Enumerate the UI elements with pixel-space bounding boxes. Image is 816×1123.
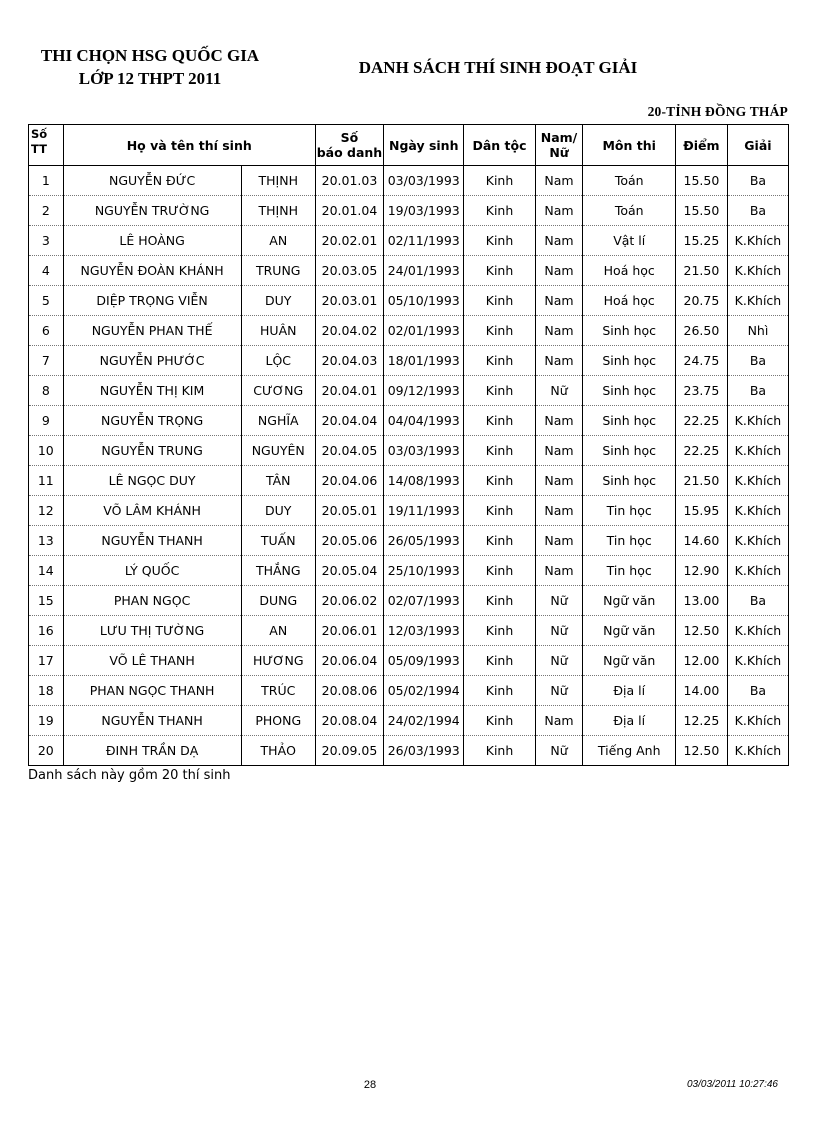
col-header-subject: Môn thi [583, 125, 676, 166]
cell-score: 15.95 [676, 496, 728, 526]
cell-given-name: THỊNH [241, 166, 315, 196]
cell-score: 26.50 [676, 316, 728, 346]
cell-subject: Toán [583, 166, 676, 196]
cell-candidate-number: 20.09.05 [315, 736, 383, 766]
cell-score: 24.75 [676, 346, 728, 376]
cell-surname: LÊ HOÀNG [63, 226, 241, 256]
cell-subject: Sinh học [583, 316, 676, 346]
cell-score: 14.00 [676, 676, 728, 706]
cell-gender: Nam [535, 226, 583, 256]
cell-birth-date: 19/11/1993 [384, 496, 464, 526]
cell-prize: K.Khích [727, 466, 788, 496]
cell-prize: Ba [727, 676, 788, 706]
cell-ethnicity: Kinh [464, 466, 535, 496]
table-row [29, 706, 789, 736]
cell-score: 12.50 [676, 616, 728, 646]
cell-birth-date: 14/08/1993 [384, 466, 464, 496]
cell-prize: K.Khích [727, 646, 788, 676]
cell-gender: Nữ [535, 376, 583, 406]
table-row [29, 436, 789, 466]
cell-gender: Nam [535, 706, 583, 736]
cell-birth-date: 02/07/1993 [384, 586, 464, 616]
cell-subject: Địa lí [583, 676, 676, 706]
cell-subject: Ngữ văn [583, 616, 676, 646]
cell-birth-date: 04/04/1993 [384, 406, 464, 436]
cell-gender: Nam [535, 196, 583, 226]
cell-ethnicity: Kinh [464, 616, 535, 646]
cell-subject: Tiếng Anh [583, 736, 676, 766]
cell-birth-date: 24/02/1994 [384, 706, 464, 736]
col-header-ethnic: Dân tộc [464, 125, 535, 166]
table-row [29, 166, 789, 196]
cell-score: 21.50 [676, 256, 728, 286]
cell-birth-date: 05/09/1993 [384, 646, 464, 676]
cell-gender: Nam [535, 316, 583, 346]
cell-given-name: HƯƠNG [241, 646, 315, 676]
cell-gender: Nam [535, 256, 583, 286]
cell-subject: Tin học [583, 526, 676, 556]
cell-subject: Sinh học [583, 346, 676, 376]
cell-stt: 15 [29, 586, 64, 616]
cell-stt: 6 [29, 316, 64, 346]
table-row [29, 316, 789, 346]
table-row [29, 496, 789, 526]
cell-surname: NGUYỄN PHAN THẾ [63, 316, 241, 346]
cell-surname: LƯU THỊ TƯỜNG [63, 616, 241, 646]
cell-ethnicity: Kinh [464, 346, 535, 376]
cell-gender: Nam [535, 466, 583, 496]
table-row [29, 526, 789, 556]
cell-prize: K.Khích [727, 616, 788, 646]
cell-gender: Nam [535, 346, 583, 376]
cell-surname: VÕ LÊ THANH [63, 646, 241, 676]
cell-prize: K.Khích [727, 256, 788, 286]
cell-given-name: AN [241, 616, 315, 646]
cell-score: 15.50 [676, 196, 728, 226]
cell-stt: 8 [29, 376, 64, 406]
exam-title-line2: LỚP 12 THPT 2011 [78, 69, 222, 88]
cell-surname: NGUYỄN THANH [63, 526, 241, 556]
cell-surname: PHAN NGỌC THANH [63, 676, 241, 706]
page-number: 28 [363, 1079, 377, 1091]
cell-birth-date: 18/01/1993 [384, 346, 464, 376]
cell-ethnicity: Kinh [464, 406, 535, 436]
exam-header [30, 44, 270, 90]
cell-birth-date: 26/03/1993 [384, 736, 464, 766]
cell-subject: Sinh học [583, 436, 676, 466]
cell-ethnicity: Kinh [464, 436, 535, 466]
cell-surname: NGUYỄN THANH [63, 706, 241, 736]
cell-candidate-number: 20.02.01 [315, 226, 383, 256]
cell-score: 22.25 [676, 436, 728, 466]
cell-ethnicity: Kinh [464, 646, 535, 676]
cell-given-name: THẢO [241, 736, 315, 766]
cell-score: 12.25 [676, 706, 728, 736]
cell-candidate-number: 20.05.01 [315, 496, 383, 526]
cell-score: 12.50 [676, 736, 728, 766]
cell-stt: 5 [29, 286, 64, 316]
cell-gender: Nữ [535, 646, 583, 676]
cell-candidate-number: 20.06.01 [315, 616, 383, 646]
cell-prize: K.Khích [727, 226, 788, 256]
table-row [29, 376, 789, 406]
cell-prize: K.Khích [727, 556, 788, 586]
cell-subject: Sinh học [583, 406, 676, 436]
cell-subject: Hoá học [583, 286, 676, 316]
cell-prize: K.Khích [727, 736, 788, 766]
col-header-dob: Ngày sinh [384, 125, 464, 166]
cell-surname: NGUYỄN PHƯỚC [63, 346, 241, 376]
cell-ethnicity: Kinh [464, 586, 535, 616]
cell-subject: Tin học [583, 556, 676, 586]
cell-birth-date: 25/10/1993 [384, 556, 464, 586]
cell-prize: K.Khích [727, 706, 788, 736]
cell-score: 15.25 [676, 226, 728, 256]
cell-surname: NGUYỄN TRUNG [63, 436, 241, 466]
cell-stt: 17 [29, 646, 64, 676]
table-row [29, 676, 789, 706]
cell-given-name: PHONG [241, 706, 315, 736]
cell-stt: 4 [29, 256, 64, 286]
cell-candidate-number: 20.03.05 [315, 256, 383, 286]
cell-stt: 2 [29, 196, 64, 226]
cell-candidate-number: 20.08.06 [315, 676, 383, 706]
cell-birth-date: 26/05/1993 [384, 526, 464, 556]
cell-stt: 13 [29, 526, 64, 556]
cell-candidate-number: 20.03.01 [315, 286, 383, 316]
province-label: 20-TỈNH ĐỒNG THÁP [647, 104, 788, 119]
cell-prize: Nhì [727, 316, 788, 346]
cell-birth-date: 19/03/1993 [384, 196, 464, 226]
cell-subject: Vật lí [583, 226, 676, 256]
cell-gender: Nữ [535, 736, 583, 766]
cell-surname: LÝ QUỐC [63, 556, 241, 586]
cell-score: 22.25 [676, 406, 728, 436]
cell-prize: Ba [727, 166, 788, 196]
cell-score: 12.90 [676, 556, 728, 586]
cell-prize: K.Khích [727, 436, 788, 466]
cell-subject: Toán [583, 196, 676, 226]
cell-given-name: DUY [241, 496, 315, 526]
cell-birth-date: 24/01/1993 [384, 256, 464, 286]
cell-prize: K.Khích [727, 526, 788, 556]
cell-candidate-number: 20.06.02 [315, 586, 383, 616]
cell-candidate-number: 20.04.05 [315, 436, 383, 466]
table-row [29, 286, 789, 316]
cell-subject: Ngữ văn [583, 646, 676, 676]
cell-given-name: TÂN [241, 466, 315, 496]
cell-gender: Nam [535, 556, 583, 586]
table-row [29, 346, 789, 376]
cell-birth-date: 09/12/1993 [384, 376, 464, 406]
cell-gender: Nữ [535, 586, 583, 616]
cell-subject: Sinh học [583, 466, 676, 496]
cell-ethnicity: Kinh [464, 526, 535, 556]
cell-given-name: THỊNH [241, 196, 315, 226]
cell-prize: K.Khích [727, 496, 788, 526]
cell-ethnicity: Kinh [464, 256, 535, 286]
col-header-sbd: Số báo danh [315, 125, 383, 166]
winners-table [28, 124, 789, 766]
cell-given-name: HUÂN [241, 316, 315, 346]
summary-note: Danh sách này gồm 20 thí sinh [28, 768, 231, 783]
cell-given-name: DUY [241, 286, 315, 316]
cell-score: 14.60 [676, 526, 728, 556]
cell-surname: NGUYỄN ĐỨC [63, 166, 241, 196]
cell-ethnicity: Kinh [464, 496, 535, 526]
cell-subject: Hoá học [583, 256, 676, 286]
cell-score: 13.00 [676, 586, 728, 616]
cell-stt: 11 [29, 466, 64, 496]
cell-stt: 7 [29, 346, 64, 376]
cell-prize: Ba [727, 346, 788, 376]
cell-ethnicity: Kinh [464, 316, 535, 346]
cell-surname: NGUYỄN ĐOÀN KHÁNH [63, 256, 241, 286]
cell-gender: Nam [535, 526, 583, 556]
cell-stt: 16 [29, 616, 64, 646]
cell-stt: 9 [29, 406, 64, 436]
cell-gender: Nữ [535, 616, 583, 646]
cell-subject: Tin học [583, 496, 676, 526]
cell-prize: Ba [727, 376, 788, 406]
cell-stt: 14 [29, 556, 64, 586]
cell-ethnicity: Kinh [464, 226, 535, 256]
cell-ethnicity: Kinh [464, 376, 535, 406]
cell-prize: Ba [727, 196, 788, 226]
cell-prize: K.Khích [727, 286, 788, 316]
cell-candidate-number: 20.04.04 [315, 406, 383, 436]
cell-candidate-number: 20.04.02 [315, 316, 383, 346]
cell-birth-date: 03/03/1993 [384, 436, 464, 466]
cell-gender: Nam [535, 286, 583, 316]
cell-stt: 10 [29, 436, 64, 466]
print-timestamp: 03/03/2011 10:27:46 [686, 1079, 778, 1090]
cell-given-name: TUẤN [241, 526, 315, 556]
cell-candidate-number: 20.01.04 [315, 196, 383, 226]
cell-stt: 1 [29, 166, 64, 196]
col-header-score: Điểm [676, 125, 728, 166]
cell-birth-date: 03/03/1993 [384, 166, 464, 196]
cell-ethnicity: Kinh [464, 706, 535, 736]
cell-surname: NGUYỄN THỊ KIM [63, 376, 241, 406]
cell-candidate-number: 20.04.06 [315, 466, 383, 496]
cell-gender: Nam [535, 436, 583, 466]
exam-title-line1: THI CHỌN HSG QUỐC GIA [40, 46, 260, 65]
cell-surname: ĐINH TRẦN DẠ [63, 736, 241, 766]
cell-given-name: LỘC [241, 346, 315, 376]
cell-birth-date: 05/02/1994 [384, 676, 464, 706]
cell-ethnicity: Kinh [464, 166, 535, 196]
cell-ethnicity: Kinh [464, 556, 535, 586]
table-body [29, 166, 789, 766]
cell-given-name: TRÚC [241, 676, 315, 706]
cell-gender: Nam [535, 406, 583, 436]
cell-given-name: THẮNG [241, 556, 315, 586]
cell-candidate-number: 20.05.06 [315, 526, 383, 556]
cell-birth-date: 02/11/1993 [384, 226, 464, 256]
table-row [29, 556, 789, 586]
table-row [29, 736, 789, 766]
cell-subject: Ngữ văn [583, 586, 676, 616]
cell-prize: Ba [727, 586, 788, 616]
cell-given-name: DUNG [241, 586, 315, 616]
table-row [29, 466, 789, 496]
cell-surname: PHAN NGỌC [63, 586, 241, 616]
cell-candidate-number: 20.04.03 [315, 346, 383, 376]
document-title: DANH SÁCH THÍ SINH ĐOẠT GIẢI [358, 58, 638, 77]
cell-given-name: AN [241, 226, 315, 256]
cell-candidate-number: 20.04.01 [315, 376, 383, 406]
cell-gender: Nam [535, 166, 583, 196]
cell-surname: VÕ LÂM KHÁNH [63, 496, 241, 526]
cell-gender: Nam [535, 496, 583, 526]
cell-stt: 3 [29, 226, 64, 256]
cell-given-name: CƯƠNG [241, 376, 315, 406]
cell-birth-date: 05/10/1993 [384, 286, 464, 316]
cell-stt: 18 [29, 676, 64, 706]
cell-score: 12.00 [676, 646, 728, 676]
cell-candidate-number: 20.01.03 [315, 166, 383, 196]
cell-given-name: NGHĨA [241, 406, 315, 436]
table-row [29, 196, 789, 226]
cell-ethnicity: Kinh [464, 286, 535, 316]
table-row [29, 226, 789, 256]
cell-ethnicity: Kinh [464, 676, 535, 706]
cell-candidate-number: 20.05.04 [315, 556, 383, 586]
col-header-name: Họ và tên thí sinh [63, 125, 315, 166]
cell-surname: LÊ NGỌC DUY [63, 466, 241, 496]
cell-ethnicity: Kinh [464, 736, 535, 766]
cell-surname: DIỆP TRỌNG VIỄN [63, 286, 241, 316]
cell-ethnicity: Kinh [464, 196, 535, 226]
col-header-gender: Nam/ Nữ [535, 125, 583, 166]
cell-score: 21.50 [676, 466, 728, 496]
table-row [29, 586, 789, 616]
col-header-stt: Số TT [29, 125, 64, 166]
cell-given-name: NGUYÊN [241, 436, 315, 466]
table-row [29, 616, 789, 646]
cell-candidate-number: 20.06.04 [315, 646, 383, 676]
cell-prize: K.Khích [727, 406, 788, 436]
table-row [29, 256, 789, 286]
cell-subject: Sinh học [583, 376, 676, 406]
cell-given-name: TRUNG [241, 256, 315, 286]
cell-stt: 19 [29, 706, 64, 736]
cell-candidate-number: 20.08.04 [315, 706, 383, 736]
cell-gender: Nữ [535, 676, 583, 706]
cell-birth-date: 12/03/1993 [384, 616, 464, 646]
cell-score: 20.75 [676, 286, 728, 316]
cell-score: 23.75 [676, 376, 728, 406]
col-header-prize: Giải [727, 125, 788, 166]
cell-subject: Địa lí [583, 706, 676, 736]
cell-score: 15.50 [676, 166, 728, 196]
table-row [29, 646, 789, 676]
cell-stt: 20 [29, 736, 64, 766]
cell-surname: NGUYỄN TRỌNG [63, 406, 241, 436]
cell-surname: NGUYỄN TRƯỜNG [63, 196, 241, 226]
table-row [29, 406, 789, 436]
cell-birth-date: 02/01/1993 [384, 316, 464, 346]
cell-stt: 12 [29, 496, 64, 526]
table-header-row [29, 125, 789, 166]
